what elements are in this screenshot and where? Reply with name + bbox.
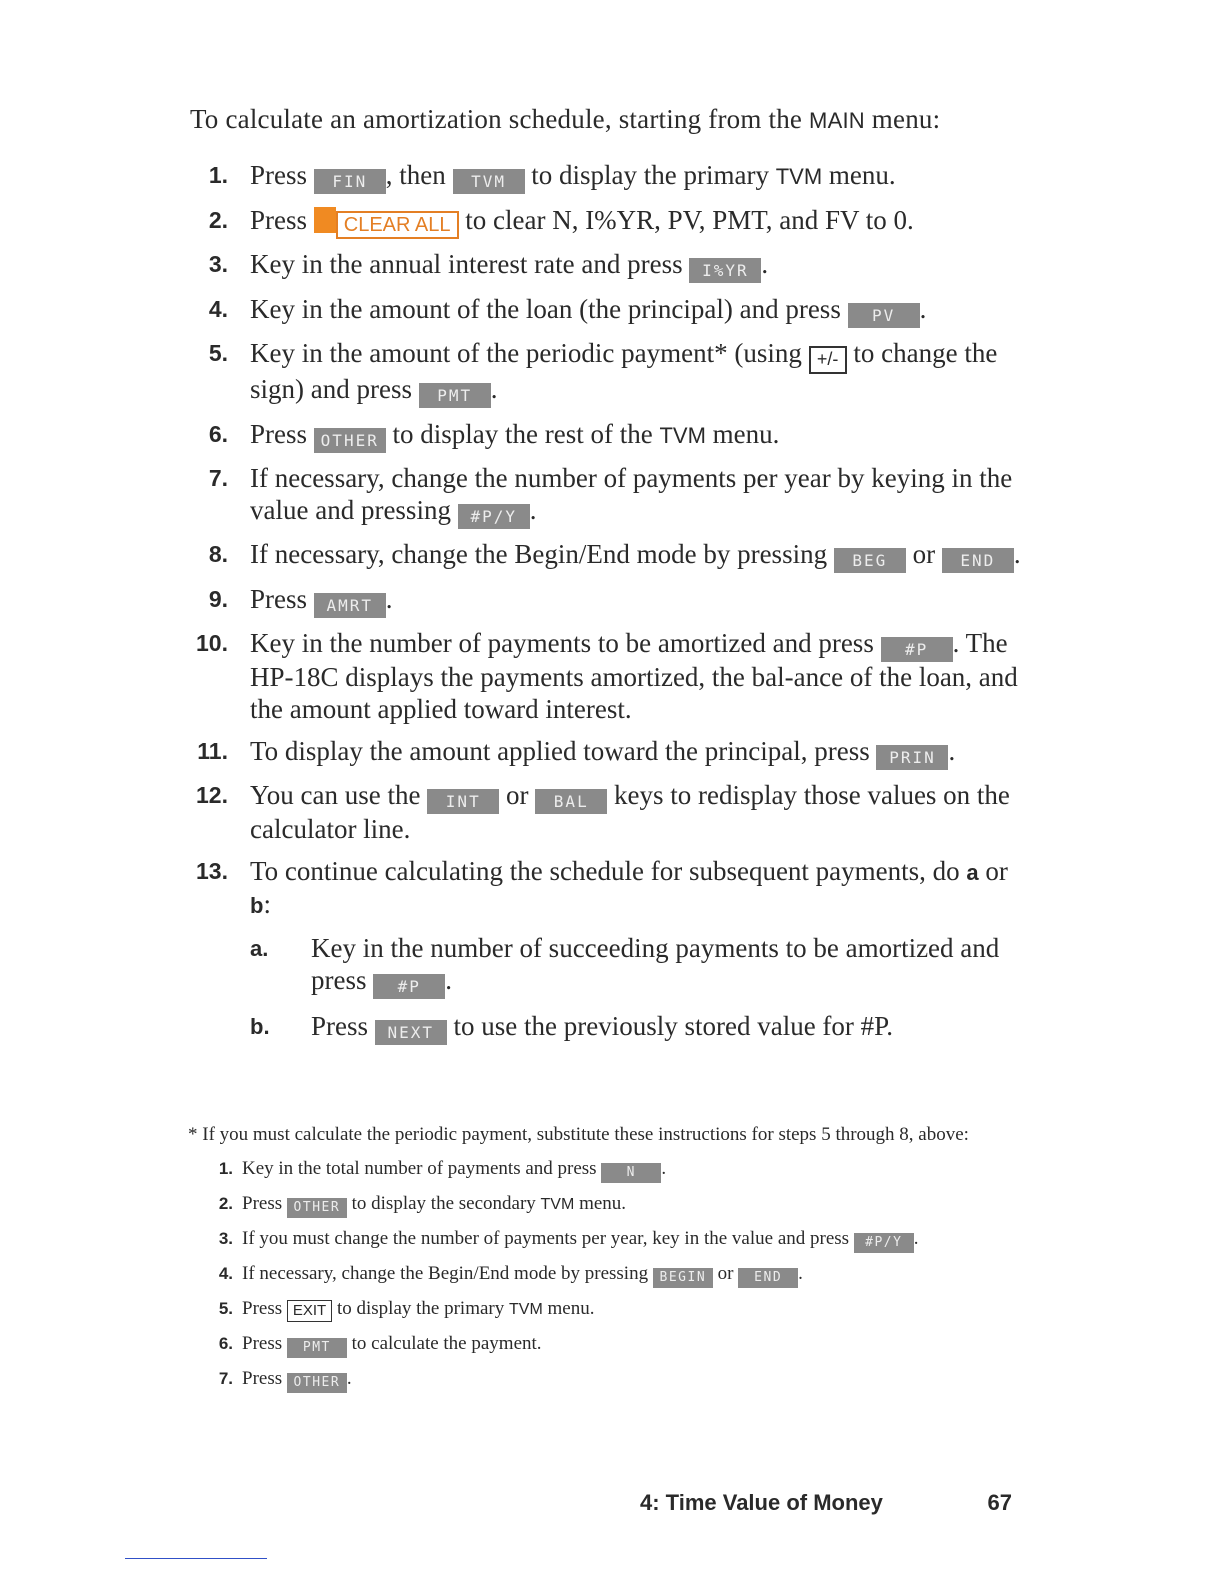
n-key: N (601, 1163, 661, 1183)
option-a-label: a (966, 860, 979, 885)
step-text: . (529, 494, 537, 525)
pv-key: PV (848, 303, 920, 328)
clear-all-key: CLEAR ALL (336, 211, 459, 239)
option-b-label: b (250, 892, 264, 918)
step-number: 6. (208, 420, 228, 447)
list-item (188, 933, 1028, 999)
step-number: 4. (208, 295, 228, 322)
other-key: OTHER (287, 1198, 347, 1218)
step-number: 2. (218, 1194, 233, 1213)
list-item (188, 1155, 1028, 1183)
step-number: 1. (208, 162, 228, 188)
step-text: . The HP-18C displays the payments amortized, the bal-ance of the loan, and the amount applied toward interest. (250, 628, 1018, 724)
change-sign-key: +/- (809, 346, 847, 374)
step-number: 3. (208, 251, 228, 277)
tvm-key: TVM (453, 169, 525, 194)
list-item (188, 1225, 1028, 1253)
list-item (188, 628, 1028, 725)
list-item (188, 780, 1028, 846)
step-number: 7. (218, 1369, 233, 1388)
tvm-menu-label: TVM (540, 1196, 575, 1213)
other-key: OTHER (287, 1373, 347, 1393)
step-number: 3. (218, 1229, 233, 1248)
step-text: To display the amount applied toward the principal, press (250, 735, 877, 766)
list-item (188, 1330, 1028, 1358)
step-text: Press (242, 1368, 287, 1389)
list-item (188, 584, 1028, 618)
end-key: END (738, 1268, 798, 1288)
list-item (188, 539, 1028, 573)
list-item (188, 294, 1028, 328)
p-per-y-key: #P/Y (854, 1233, 914, 1253)
step-text: to display the primary (524, 160, 776, 190)
footnote (188, 1122, 1028, 1393)
list-item (188, 463, 1028, 529)
beg-key: BEG (834, 548, 906, 573)
substep-letter: b. (250, 1013, 270, 1039)
step-text: to use the previously stored value for #P. (446, 1010, 893, 1041)
step-text: to display the rest of the (385, 418, 660, 449)
step-text: menu. (822, 160, 896, 190)
step-text: If necessary, change the number of payments per year by keying in the value and pressing (250, 463, 1013, 525)
step-text: You can use the (250, 780, 428, 810)
step-text: or (905, 539, 942, 569)
step-text: , then (385, 160, 453, 190)
step-number: 13. (196, 858, 228, 884)
pmt-key: PMT (419, 383, 491, 408)
step-text: . (798, 1263, 803, 1284)
step-text: menu. (574, 1193, 627, 1214)
intro-text: To calculate an amortization schedule, starting from the (190, 104, 810, 134)
step-text: Press (242, 1193, 287, 1214)
step-number: 10. (196, 630, 228, 656)
int-key: INT (427, 789, 499, 814)
step-text: . (661, 1158, 667, 1179)
step-number: 7. (208, 465, 228, 491)
step-number: 4. (218, 1264, 233, 1283)
step-text: to display the secondary (346, 1193, 541, 1214)
other-key: OTHER (314, 428, 386, 453)
step-text: Press (242, 1298, 287, 1319)
step-text: to change the sign) and press (250, 338, 998, 404)
step-text: Key in the number of succeeding payments to be amortized and press (311, 933, 1000, 995)
step-text: keys to redisplay those values on the calculator line. (250, 780, 1010, 844)
section-title: 4: Time Value of Money (640, 1490, 883, 1515)
step-text: Key in the number of payments to be amortized and press (250, 628, 881, 658)
steps-list (188, 160, 1028, 1055)
list-item (188, 338, 1028, 408)
step-text: to calculate the payment. (346, 1333, 542, 1354)
step-text: . (948, 735, 956, 766)
prin-key: PRIN (876, 745, 948, 770)
list-item (188, 736, 1028, 770)
fin-key: FIN (314, 169, 386, 194)
step-text: . (913, 1228, 919, 1249)
intro-paragraph (190, 104, 1030, 135)
pmt-key: PMT (287, 1338, 347, 1358)
step-number: 2. (208, 206, 228, 233)
main-menu-label: MAIN (809, 108, 865, 133)
tvm-menu-label: TVM (775, 164, 823, 189)
step-text: If you must change the number of payments per year, key in the value and press (242, 1228, 854, 1249)
step-text: Press (250, 583, 314, 614)
step-text: or (978, 856, 1008, 886)
step-text: Press (242, 1333, 287, 1354)
step-text: Key in the annual interest rate and press (250, 249, 690, 279)
step-number: 5. (218, 1299, 233, 1318)
step-text: Key in the amount of the periodic payment* (using (250, 338, 809, 368)
step-number: 1. (218, 1159, 233, 1178)
step-text: . (490, 374, 498, 404)
step-text: to display the primary (332, 1298, 509, 1319)
list-item (188, 1365, 1028, 1393)
step-number: 8. (208, 541, 228, 567)
tvm-menu-label: TVM (509, 1301, 543, 1318)
list-item (188, 1295, 1028, 1323)
begin-key: BEGIN (653, 1268, 713, 1288)
list-item (188, 205, 1028, 239)
list-item (188, 160, 1028, 194)
step-text: If necessary, change the Begin/End mode by pressing (242, 1263, 653, 1284)
exit-key: EXIT (287, 1300, 332, 1322)
step-text: . (761, 249, 769, 279)
next-key: NEXT (375, 1020, 447, 1045)
step-text: . (385, 583, 393, 614)
step-text: or (499, 780, 536, 810)
step-text: Press (250, 418, 314, 449)
step-text: Key in the amount of the loan (the principal) and press (250, 293, 848, 324)
bal-key: BAL (535, 789, 607, 814)
i-yr-key: I%YR (689, 258, 761, 283)
step-text: Press (311, 1010, 375, 1041)
shift-key-icon (314, 207, 336, 233)
step-text: Key in the total number of payments and press (242, 1158, 602, 1179)
amrt-key: AMRT (314, 593, 386, 618)
step-text: : (263, 888, 271, 919)
step-number: 9. (208, 585, 228, 612)
step-number: 11. (197, 737, 228, 764)
step-number: 12. (196, 782, 228, 808)
end-key: END (942, 548, 1014, 573)
list-item (188, 856, 1028, 921)
divider (125, 1558, 267, 1559)
num-payments-key: #P (373, 974, 445, 999)
step-text: . (346, 1368, 352, 1389)
step-text: . (1013, 539, 1021, 569)
step-text: Press (250, 160, 314, 190)
list-item (188, 1260, 1028, 1288)
step-text: . (919, 293, 927, 324)
list-item (188, 249, 1028, 283)
step-number: 5. (208, 340, 228, 366)
step-text: To continue calculating the schedule for subsequent payments, do (250, 856, 967, 886)
step-text: to clear N, I%YR, PV, PMT, and FV to 0. (458, 204, 914, 235)
substep-letter: a. (250, 936, 269, 961)
intro-text-end: menu: (864, 104, 941, 134)
step-number: 6. (218, 1334, 233, 1353)
step-text: menu. (542, 1298, 595, 1319)
num-payments-key: #P (881, 637, 953, 662)
step-text: Press (250, 204, 314, 235)
list-item (188, 1011, 1028, 1045)
list-item (188, 1190, 1028, 1218)
step-text: menu. (705, 418, 780, 449)
p-per-y-key: #P/Y (458, 504, 530, 529)
tvm-menu-label: TVM (659, 422, 706, 448)
step-text: . (445, 964, 452, 995)
footnote-text: * If you must calculate the periodic payment, substitute these instructions for steps 5 through 8, above: (188, 1124, 969, 1145)
page-number: 67 (987, 1490, 1012, 1515)
step-text: If necessary, change the Begin/End mode by pressing (250, 539, 834, 569)
list-item (188, 419, 1028, 453)
step-text: or (712, 1263, 739, 1284)
